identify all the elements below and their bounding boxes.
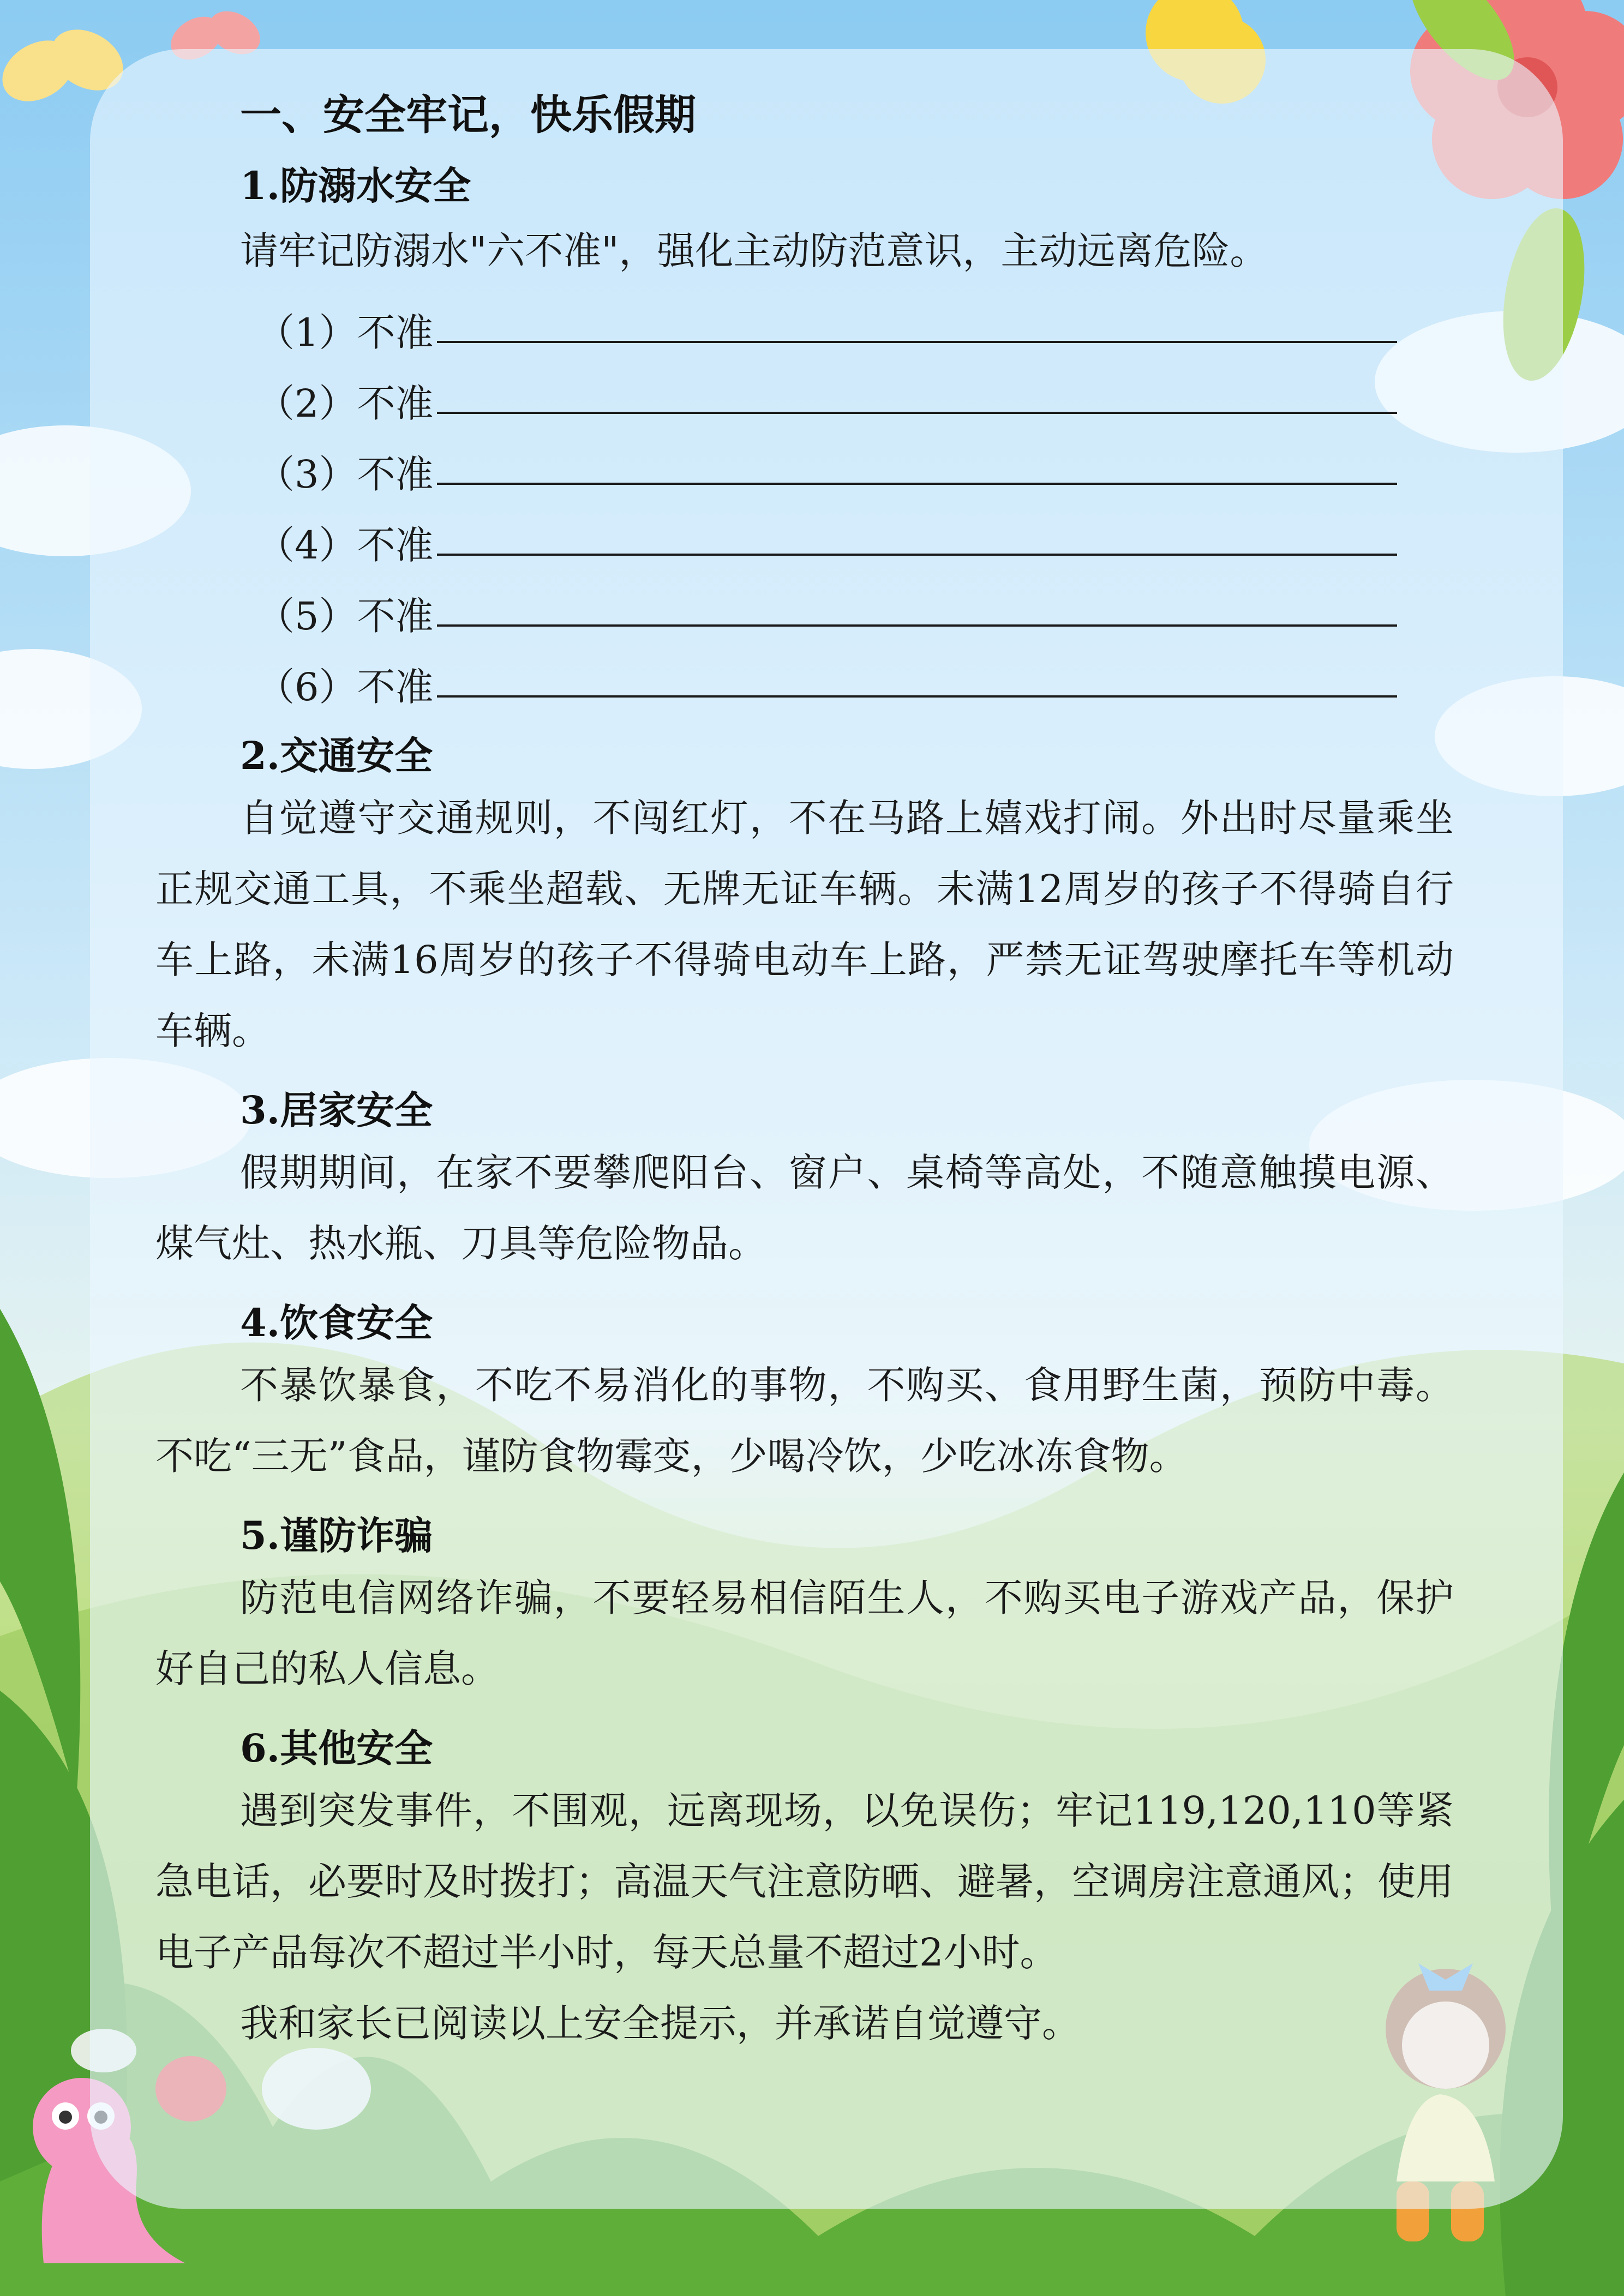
answer-line[interactable] xyxy=(437,553,1397,556)
fill-blank-label: （3）不准 xyxy=(256,452,434,497)
pledge-text: 我和家长已阅读以上安全提示，并承诺自觉遵守。 xyxy=(240,2001,1080,2046)
section-heading-food: 4.饮食安全 xyxy=(240,1300,433,1345)
fill-blank-label: （1）不准 xyxy=(256,310,434,355)
fill-blank-label: （4）不准 xyxy=(256,523,434,568)
page-title: 一、安全牢记，快乐假期 xyxy=(240,91,696,139)
section-heading-drowning: 1.防溺水安全 xyxy=(240,163,471,208)
fill-blank-4[interactable] xyxy=(256,499,1397,570)
fill-blank-2[interactable] xyxy=(256,357,1397,428)
answer-line[interactable] xyxy=(437,695,1397,698)
answer-line[interactable] xyxy=(437,624,1397,627)
section-heading-home: 3.居家安全 xyxy=(240,1087,433,1133)
section-heading-other: 6.其他安全 xyxy=(240,1726,433,1771)
section-intro-drowning: 请牢记防溺水"六不准"，强化主动防范意识，主动远离危险。 xyxy=(240,229,1268,273)
fill-blank-label: （6）不准 xyxy=(256,665,434,710)
section-text-fraud: 防范电信网络诈骗，不要轻易相信陌生人，不购买电子游戏产品，保护好自己的私人信息。 xyxy=(155,1576,1454,1691)
fill-blank-5[interactable] xyxy=(256,570,1397,641)
fill-blank-1[interactable] xyxy=(256,286,1397,357)
fill-blank-6[interactable] xyxy=(256,641,1397,712)
answer-line[interactable] xyxy=(437,482,1397,485)
answer-line[interactable] xyxy=(437,411,1397,414)
fill-blank-label: （5）不准 xyxy=(256,594,434,639)
section-text-food: 不暴饮暴食，不吃不易消化的事物，不购买、食用野生菌，预防中毒。不吃“三无”食品，谨防食物霉变，少喝冷饮，少吃冰冻食物。 xyxy=(155,1363,1454,1478)
section-text-home: 假期期间，在家不要攀爬阳台、窗户、桌椅等高处，不随意触摸电源、煤气灶、热水瓶、刀具等危险物品。 xyxy=(155,1150,1454,1266)
section-heading-fraud: 5.谨防诈骗 xyxy=(240,1513,433,1558)
answer-line[interactable] xyxy=(437,340,1397,343)
section-text-other: 遇到突发事件，不围观，远离现场，以免误伤；牢记119,120,110等紧急电话，必要时及时拨打；高温天气注意防晒、避暑，空调房注意通风；使用电子产品每次不超过半小时，每天总量不超过2小时。 xyxy=(155,1788,1454,1975)
fill-blank-3[interactable] xyxy=(256,428,1397,499)
fill-blank-label: （2）不准 xyxy=(256,381,434,426)
section-heading-traffic: 2.交通安全 xyxy=(240,733,433,778)
section-text-traffic: 自觉遵守交通规则，不闯红灯，不在马路上嬉戏打闹。外出时尽量乘坐正规交通工具，不乘坐超载、无牌无证车辆。未满12周岁的孩子不得骑自行车上路，未满16周岁的孩子不得骑电动车上路，严禁无证驾驶摩托车等机动车辆。 xyxy=(155,796,1454,1053)
